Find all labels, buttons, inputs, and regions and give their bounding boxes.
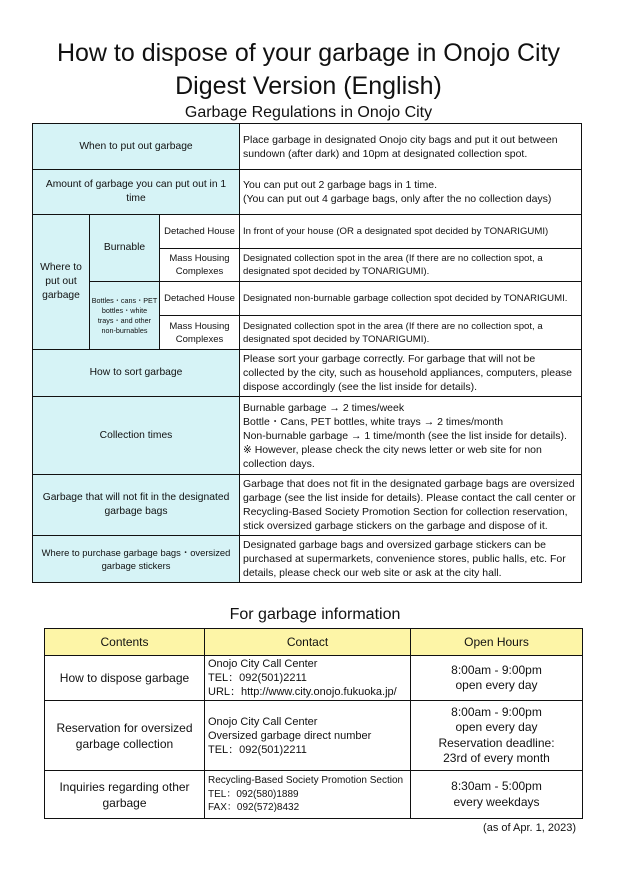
row3-hours xyxy=(411,771,583,819)
row2-deadline: 23rd of every month xyxy=(443,751,550,765)
times-text xyxy=(240,397,582,475)
row3-hours-time: 8:30am - 5:00pm xyxy=(451,779,542,793)
header-hours: Open Hours xyxy=(411,629,583,656)
table-row xyxy=(33,170,582,215)
amount-line-1: You can put out 2 garbage bags in 1 time. xyxy=(243,179,438,191)
row3-tel: TEL：092(580)1889 xyxy=(208,788,299,800)
table-row xyxy=(33,536,582,583)
purchase-text: Designated garbage bags and oversized garbage stickers can be purchased at supermarkets, convenience stores, public halls, etc. For details, please check our web site or ask at the city hall. xyxy=(240,536,582,583)
row3-contact-name: Recycling-Based Society Promotion Section xyxy=(208,775,404,787)
bottles-mass-text: Designated collection spot in the area (If there are no collection spot, a designated spot decided by TONARIGUMI). xyxy=(240,316,582,350)
burnable-label: Burnable xyxy=(90,215,160,282)
burnable-detached-text: In front of your house (OR a designated spot decided by TONARIGUMI) xyxy=(240,215,582,249)
header-contents: Contents xyxy=(45,629,205,656)
row2-hours xyxy=(411,701,583,771)
regulations-table xyxy=(32,123,582,583)
as-of-date: (as of Apr. 1, 2023) xyxy=(483,822,576,834)
header-contact: Contact xyxy=(205,629,411,656)
where-label: Where to put out garbage xyxy=(33,215,90,350)
row1-hours-days: open every day xyxy=(455,678,538,692)
info-heading: For garbage information xyxy=(229,606,401,623)
sort-text: Please sort your garbage correctly. For garbage that will not be collected by the city, such as household appliances, computers, please dispose accordingly (see the list inside for details). xyxy=(240,350,582,397)
sort-label: How to sort garbage xyxy=(33,350,240,397)
row1-hours xyxy=(411,656,583,701)
oversized-label: Garbage that will not fit in the designated garbage bags xyxy=(33,475,240,536)
row1-url[interactable]: URL：http://www.city.onojo.fukuoka.jp/ xyxy=(208,686,397,698)
regulations-heading: Garbage Regulations in Onojo City xyxy=(184,104,433,121)
page-subtitle-version: Digest Version (English) xyxy=(175,72,442,100)
table-row xyxy=(33,350,582,397)
row2-hours-days: open every day xyxy=(455,720,538,734)
when-label: When to put out garbage xyxy=(33,124,240,170)
bottles-detached-text: Designated non-burnable garbage collection spot decided by TONARIGUMI. xyxy=(240,282,582,316)
row2-deadline-label: Reservation deadline: xyxy=(438,735,555,750)
bottles-detached-label: Detached House xyxy=(160,282,240,316)
row3-label: Inquiries regarding other garbage xyxy=(45,771,205,819)
row3-contact xyxy=(205,771,411,819)
burnable-detached-label: Detached House xyxy=(160,215,240,249)
table-row xyxy=(33,124,582,170)
when-text: Place garbage in designated Onojo city bags and put it out between sundown (after dark) and 10pm at designated collection spot. xyxy=(240,124,582,170)
times-line-4: ※ However, please check the city news letter or web site for non collection days. xyxy=(243,443,542,470)
row2-contact xyxy=(205,701,411,771)
table-row xyxy=(45,656,583,701)
purchase-label: Where to purchase garbage bags・oversized garbage stickers xyxy=(33,536,240,583)
row3-fax: FAX：092(572)8432 xyxy=(208,802,300,814)
row1-contact xyxy=(205,656,411,701)
row1-label: How to dispose garbage xyxy=(45,656,205,701)
oversized-text: Garbage that does not fit in the designated garbage bags are oversized garbage (see the list inside for details). Please contact the call center or Recycling-Based Society Promotion Section for collection reservation, stick oversized garbage stickers on the garbage and dispose of it. xyxy=(240,475,582,536)
table-header-row xyxy=(45,629,583,656)
burnable-mass-label: Mass Housing Complexes xyxy=(160,249,240,282)
times-label: Collection times xyxy=(33,397,240,475)
times-line-2: Bottle・Cans, PET bottles, white trays → 2 times/month xyxy=(243,415,504,428)
table-row xyxy=(33,397,582,475)
amount-label: Amount of garbage you can put out in 1 time xyxy=(33,170,240,215)
row2-label: Reservation for oversized garbage collection xyxy=(45,701,205,771)
bottles-mass-label: Mass Housing Complexes xyxy=(160,316,240,350)
amount-text xyxy=(240,170,582,215)
amount-line-2: (You can put out 4 garbage bags, only after the no collection days) xyxy=(243,193,552,205)
row2-direct: Oversized garbage direct number xyxy=(208,729,372,742)
table-row xyxy=(45,701,583,771)
bottles-label: Bottles・cans・PET bottles・white trays・and other non-burnables xyxy=(90,282,160,350)
burnable-mass-text: Designated collection spot in the area (If there are no collection spot, a designated spot decided by TONARIGUMI). xyxy=(240,249,582,282)
page-title: How to dispose of your garbage in Onojo City xyxy=(56,39,561,67)
row2-hours-time: 8:00am - 9:00pm xyxy=(451,704,542,719)
times-line-1: Burnable garbage → 2 times/week xyxy=(243,401,405,414)
row1-tel: TEL：092(501)2211 xyxy=(208,672,307,684)
table-row xyxy=(33,215,582,249)
row2-contact-name: Onojo City Call Center xyxy=(208,715,318,728)
row1-contact-name: Onojo City Call Center xyxy=(208,658,318,670)
times-line-3: Non-burnable garbage → 1 time/month (see the list inside for details). xyxy=(243,429,567,442)
row3-hours-days: every weekdays xyxy=(453,794,540,809)
row1-hours-time: 8:00am - 9:00pm xyxy=(451,662,542,677)
table-row xyxy=(33,475,582,536)
row2-tel: TEL：092(501)2211 xyxy=(208,743,307,756)
table-row xyxy=(33,282,582,316)
table-row xyxy=(45,771,583,819)
info-table xyxy=(44,628,583,819)
